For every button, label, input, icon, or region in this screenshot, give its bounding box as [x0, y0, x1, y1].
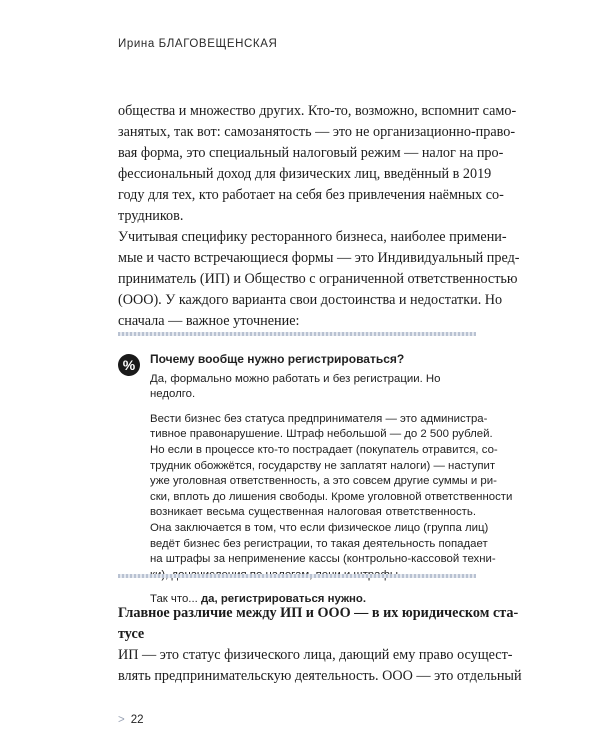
text-line: тусе [118, 626, 145, 642]
page-number [118, 714, 144, 726]
text-line: вая форма, это специальный налоговый режим — налог на про- [118, 145, 504, 161]
text-line: занятых, так вот: самозанятость — это не организационно-право- [118, 124, 516, 140]
text-line: ИП — это статус физического лица, дающий ему право осущест- [118, 647, 513, 663]
percent-icon: % [118, 354, 140, 376]
callout-outro-text: Так что... [150, 593, 201, 606]
text-line: тивное правонарушение. Штраф небольшой — до 2 500 рублей. [150, 428, 493, 441]
text-line: фессиональный доход для физических лиц, введённый в 2019 [118, 166, 492, 182]
text-line: Учитывая специфику ресторанного бизнеса, наиболее примени- [118, 229, 507, 245]
text-line: Она заключается в том, что если физическое лицо (группа лиц) [150, 521, 489, 534]
text-line: Главное различие между ИП и ООО — в их юридическом ста- [118, 605, 519, 621]
text-line: мые и часто встречающиеся формы — это Индивидуальный пред- [118, 250, 520, 266]
callout-top-divider [118, 332, 476, 336]
callout-intro: Да, формально можно работать и без регистрации. Но недолго. [150, 372, 441, 401]
callout-title: Почему вообще нужно регистрироваться? [150, 352, 405, 366]
text-line: ски, вплоть до лишения свободы. Кроме уголовной ответственности [150, 490, 513, 503]
text-line: ведёт бизнес без регистрации, то такая деятельность попадает [150, 537, 488, 550]
text-line: возникает весьма существенная налоговая ответственность. [150, 506, 476, 519]
text-line: трудников. [118, 208, 184, 224]
text-line: году для тех, кто работает на себя без привлечения наёмных со- [118, 187, 504, 203]
section-subheading [118, 603, 519, 645]
text-line: приниматель (ИП) и Общество с ограниченной ответственностью [118, 271, 518, 287]
callout-outro-emphasis: да, регистрироваться нужно. [200, 593, 367, 606]
body-paragraph-1 [118, 101, 517, 227]
body-paragraph-2 [118, 227, 520, 332]
chevron-right-icon: > [118, 714, 125, 726]
text-line: сначала — важное уточнение: [118, 313, 300, 329]
text-line: (ООО). У каждого варианта свои достоинства и недостатки. Но [118, 292, 503, 308]
text-line: трудник обожжётся, государству не заплатят налоги) — наступит [150, 459, 496, 472]
text-line: влять предпринимательскую деятельность. ООО — это отдельный [118, 668, 522, 684]
running-head-author: Ирина БЛАГОВЕЩЕНСКАЯ [118, 38, 278, 50]
callout-body [150, 412, 513, 584]
text-line: общества и множество других. Кто-то, возможно, вспомнит само- [118, 103, 517, 119]
page-number-value: 22 [130, 714, 144, 726]
text-line: Но если в процессе кто-то пострадает (покупатель отравится, со- [150, 443, 498, 456]
text-line: Вести бизнес без статуса предпринимателя — это администра- [150, 412, 488, 425]
callout-bottom-divider [118, 574, 476, 578]
text-line: на штрафы за неприменение кассы (контрольно-кассовой техни- [150, 553, 496, 566]
body-paragraph-3 [118, 645, 522, 687]
text-line: уже уголовная ответственность, а это совсем другие суммы и ри- [150, 475, 497, 488]
